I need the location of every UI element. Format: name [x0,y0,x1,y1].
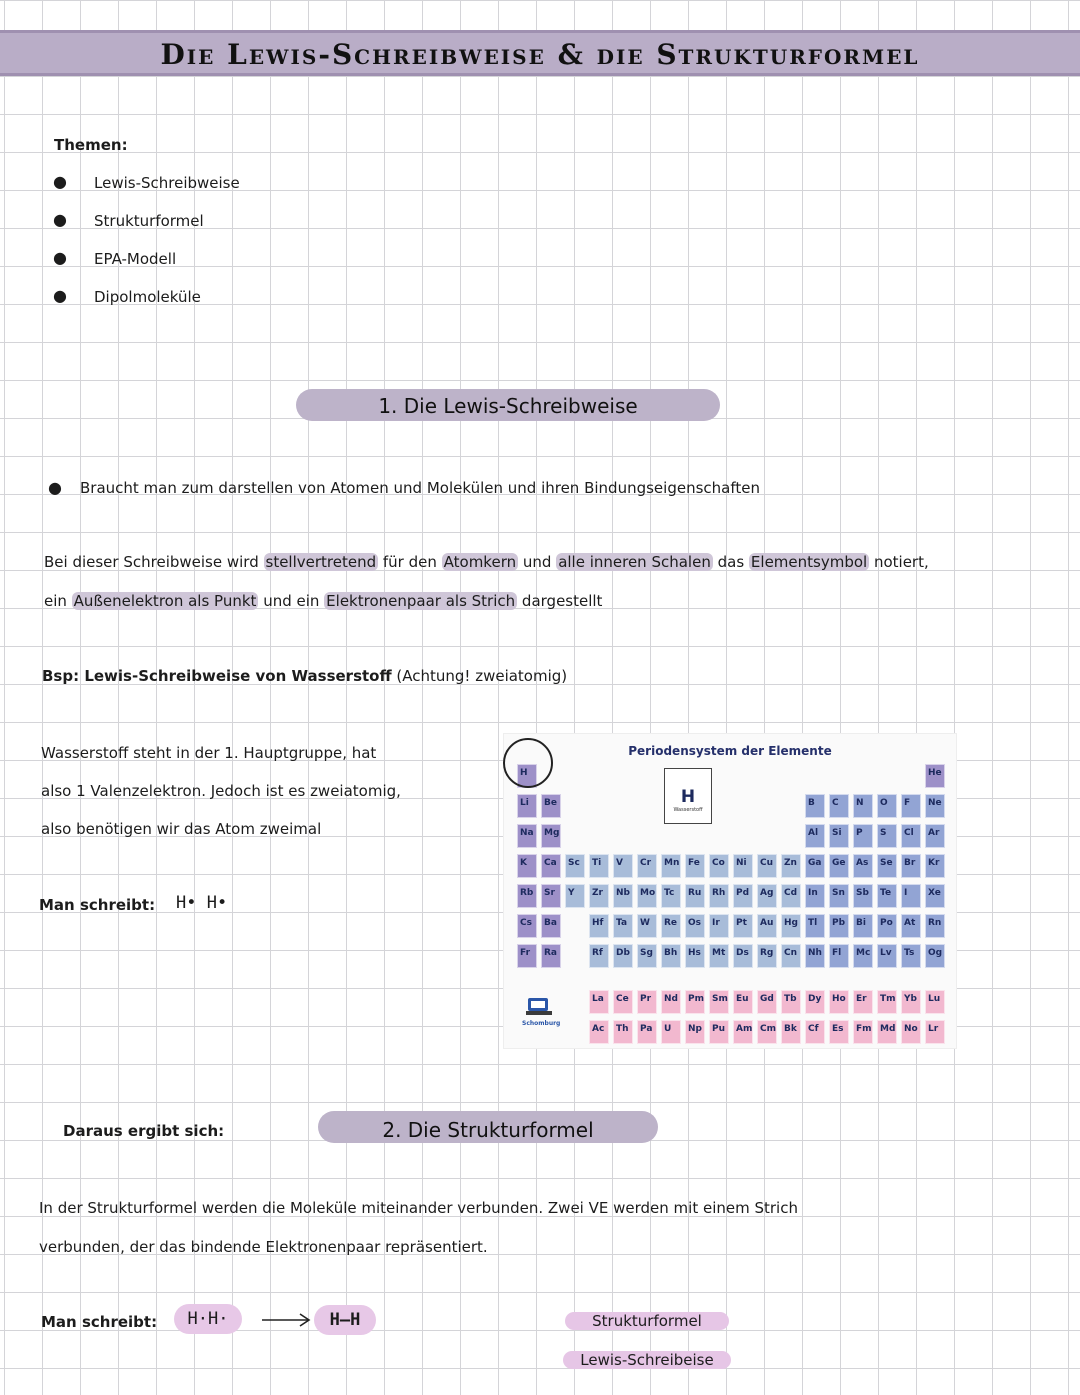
element-cell: Hf [589,914,609,938]
highlight: Außenelektron als Punkt [73,592,257,610]
explain-line: Wasserstoff steht in der 1. Hauptgruppe, hat [41,744,377,762]
definition-line-2: ein Außenelektron als Punkt und ein Elektronenpaar als Strich dargestellt [44,592,603,610]
element-cell: Ds [733,944,753,968]
element-cell: Ta [613,914,633,938]
element-cell: Ce [613,990,633,1014]
section1-heading: 1. Die Lewis-Schreibweise [296,389,720,421]
element-cell: Rn [925,914,945,938]
element-cell: Ru [685,884,705,908]
element-cell: Nd [661,990,681,1014]
element-cell: Hg [781,914,801,938]
element-cell: Tm [877,990,897,1014]
topic-item: Lewis-Schreibweise [94,174,240,192]
element-cell: Os [685,914,705,938]
element-cell: Si [829,824,849,848]
element-cell: Te [877,884,897,908]
element-cell: Br [901,854,921,878]
element-cell: Pr [637,990,657,1014]
page-title: Die Lewis-Schreibweise & die Strukturformel [160,38,920,71]
element-cell: Pt [733,914,753,938]
element-cell: Yb [901,990,921,1014]
explain-line: also 1 Valenzelektron. Jedoch ist es zweiatomig, [41,782,401,800]
element-cell: I [901,884,921,908]
element-cell: Lu [925,990,945,1014]
topic-item: EPA-Modell [94,250,177,268]
bullet-icon: ● [53,172,67,191]
element-cell: Au [757,914,777,938]
element-cell: Rf [589,944,609,968]
highlight: stellvertretend [265,553,377,571]
element-cell: Ba [541,914,561,938]
element-cell: Pd [733,884,753,908]
element-cell: Hs [685,944,705,968]
element-cell: At [901,914,921,938]
element-cell: Pm [685,990,705,1014]
element-cell: Cm [757,1020,777,1044]
element-cell: Kr [925,854,945,878]
key-name: Wasserstoff [673,807,703,813]
man-schreibt-label-2: Man schreibt: [41,1313,158,1331]
element-cell: Bk [781,1020,801,1044]
bullet-icon: ● [53,286,67,305]
element-cell: Lr [925,1020,945,1044]
topic-item: Strukturformel [94,212,204,230]
bullet-icon: ● [53,210,67,229]
element-cell: Ac [589,1020,609,1044]
example-heading: Bsp: Lewis-Schreibweise von Wasserstoff (Achtung! zweiatomig) [42,667,568,685]
legend-key-box [664,768,712,824]
legend-lewis: Lewis-Schreibeise [563,1351,731,1369]
key-symbol: H [680,787,696,807]
element-cell: Tb [781,990,801,1014]
highlight: Elektronenpaar als Strich [326,592,516,610]
element-cell: Tc [661,884,681,908]
element-cell: S [877,824,897,848]
topic-item: Dipolmoleküle [94,288,201,306]
logo-text: Schomburg [522,1020,561,1027]
element-cell: Ag [757,884,777,908]
daraus-label: Daraus ergibt sich: [63,1122,225,1140]
element-cell: Zr [589,884,609,908]
element-cell: Cu [757,854,777,878]
element-cell: Pu [709,1020,729,1044]
element-cell: O [877,794,897,818]
element-cell: In [805,884,825,908]
element-cell: No [901,1020,921,1044]
lewis-formula-pill: H·H· [174,1304,242,1334]
section1-bullet: Braucht man zum darstellen von Atomen und Molekülen und ihren Bindungseigenschaften [80,479,760,497]
element-cell: Sb [853,884,873,908]
element-cell: Y [565,884,585,908]
element-cell: Er [853,990,873,1014]
element-cell: Pb [829,914,849,938]
element-cell: As [853,854,873,878]
element-cell: Ne [925,794,945,818]
element-cell: He [925,764,945,788]
element-cell: Fl [829,944,849,968]
element-cell: Fe [685,854,705,878]
element-cell: Rb [517,884,537,908]
element-cell: Np [685,1020,705,1044]
element-cell: Lv [877,944,897,968]
element-cell: Gd [757,990,777,1014]
arrow-right-icon [260,1310,312,1330]
element-cell: Ar [925,824,945,848]
element-cell: Ge [829,854,849,878]
element-cell: Al [805,824,825,848]
element-cell: Ti [589,854,609,878]
element-cell: Cd [781,884,801,908]
element-cell: Cl [901,824,921,848]
periodic-table-title: Periodensystem der Elemente [628,744,832,758]
element-cell: Mo [637,884,657,908]
element-cell: Md [877,1020,897,1044]
highlight-circle [503,738,553,788]
legend-strukturformel: Strukturformel [565,1312,729,1330]
element-cell: Dy [805,990,825,1014]
periodic-table [503,733,957,1049]
element-cell: N [853,794,873,818]
element-cell: Ra [541,944,561,968]
element-cell: Na [517,824,537,848]
element-cell: Mg [541,824,561,848]
element-cell: K [517,854,537,878]
element-cell: Sm [709,990,729,1014]
element-cell: Fm [853,1020,873,1044]
element-cell: Og [925,944,945,968]
element-cell: Rg [757,944,777,968]
element-cell: B [805,794,825,818]
element-cell: Sg [637,944,657,968]
element-cell: C [829,794,849,818]
element-cell: Ts [901,944,921,968]
element-cell: Cr [637,854,657,878]
element-cell: Ni [733,854,753,878]
bullet-icon: ● [48,478,62,497]
element-cell: Th [613,1020,633,1044]
element-cell: Li [517,794,537,818]
element-cell: Ir [709,914,729,938]
element-cell: Rh [709,884,729,908]
highlight: alle inneren Schalen [558,553,711,571]
element-cell: Po [877,914,897,938]
element-cell: Ga [805,854,825,878]
highlight: Atomkern [443,553,517,571]
element-cell: Ca [541,854,561,878]
element-cell: Cn [781,944,801,968]
element-cell: Be [541,794,561,818]
element-cell: Sc [565,854,585,878]
element-cell: Nb [613,884,633,908]
element-cell: Am [733,1020,753,1044]
element-cell: Se [877,854,897,878]
element-cell: V [613,854,633,878]
element-cell: H [517,764,537,788]
element-cell: Cs [517,914,537,938]
element-cell: Sr [541,884,561,908]
section2-heading: 2. Die Strukturformel [318,1111,658,1143]
element-cell: Nh [805,944,825,968]
struct-formula-pill: H–H [314,1305,376,1335]
element-cell: Mn [661,854,681,878]
section2-line: verbunden, der das bindende Elektronenpaar repräsentiert. [39,1238,488,1256]
man-schreibt-label: Man schreibt: [39,896,156,914]
element-cell: W [637,914,657,938]
element-cell: Bh [661,944,681,968]
definition-line-1: Bei dieser Schreibweise wird stellvertretend für den Atomkern und alle inneren Schalen das Elementsymbol notiert, [44,553,929,571]
element-cell: Es [829,1020,849,1044]
element-cell: Pa [637,1020,657,1044]
element-cell: Mt [709,944,729,968]
element-cell: F [901,794,921,818]
element-cell: Sn [829,884,849,908]
element-cell: Bi [853,914,873,938]
element-cell: Eu [733,990,753,1014]
element-cell: Xe [925,884,945,908]
element-cell: Re [661,914,681,938]
element-cell: Db [613,944,633,968]
lewis-formula: H• H• [176,893,228,913]
flask-logo-icon [524,996,554,1016]
section2-line: In der Strukturformel werden die Moleküle miteinander verbunden. Zwei VE werden mit einem Strich [39,1199,798,1217]
explain-line: also benötigen wir das Atom zweimal [41,820,322,838]
element-cell: Cf [805,1020,825,1044]
element-cell: P [853,824,873,848]
element-cell: Ho [829,990,849,1014]
element-cell: U [661,1020,681,1044]
element-cell: Co [709,854,729,878]
element-cell: Zn [781,854,801,878]
topics-label: Themen: [54,136,128,154]
element-cell: Mc [853,944,873,968]
element-cell: Tl [805,914,825,938]
element-cell: Fr [517,944,537,968]
element-cell: La [589,990,609,1014]
highlight: Elementsymbol [750,553,868,571]
bullet-icon: ● [53,248,67,267]
